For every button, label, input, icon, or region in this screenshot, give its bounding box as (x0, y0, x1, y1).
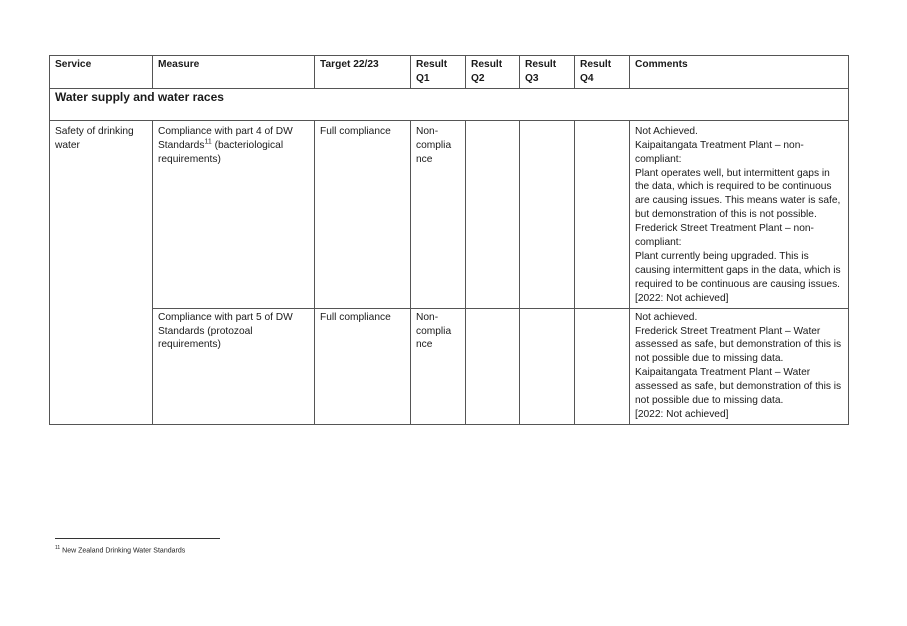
footnote-text: New Zealand Drinking Water Standards (60, 547, 186, 555)
header-result-q4: Result Q4 (575, 56, 630, 89)
header-result-q3: Result Q3 (520, 56, 575, 89)
measure-cell: Compliance with part 5 of DW Standards (protozoal requirements) (153, 308, 315, 424)
section-title: Water supply and water races (50, 88, 849, 120)
comments-cell: Not achieved. Frederick Street Treatment Plant – Water assessed as safe, but demonstration of this is not possible due to missing data. Kaipaitangata Treatment Plant – Water assessed as safe, but demonstration of this is not possible due to missing data. [2022: Not achieved] (630, 308, 849, 424)
section-row (50, 88, 849, 120)
header-result-q1: Result Q1 (411, 56, 466, 89)
footnote (55, 545, 185, 554)
footnote-number: 11 (55, 545, 61, 551)
result-q3-cell (520, 308, 575, 424)
header-target: Target 22/23 (315, 56, 411, 89)
result-q4-cell (575, 120, 630, 308)
header-measure: Measure (153, 56, 315, 89)
header-service: Service (50, 56, 153, 89)
target-cell: Full compliance (315, 308, 411, 424)
result-q2-cell (466, 308, 520, 424)
result-q4-cell (575, 308, 630, 424)
service-cell: Safety of drinking water (50, 120, 153, 424)
comments-cell: Not Achieved. Kaipaitangata Treatment Plant – non-compliant: Plant operates well, but intermittent gaps in the data, which is required to be continuous are causing issues. This means water is safe, but demonstration of this is not possible. Frederick Street Treatment Plant – non-compliant: Plant currently being upgraded. This is causing intermittent gaps in the data, which is required to be continuous are causing issues. [2022: Not achieved] (630, 120, 849, 308)
footnote-ref: 11 (204, 138, 212, 146)
result-q1-cell: Non- complia nce (411, 120, 466, 308)
header-comments: Comments (630, 56, 849, 89)
measure-cell: Compliance with part 4 of DW Standards$^{11}$ (bacteriological requirements) (153, 120, 315, 308)
performance-measures-table (49, 55, 849, 425)
result-q3-cell (520, 120, 575, 308)
target-cell: Full compliance (315, 120, 411, 308)
table-row (50, 120, 849, 308)
header-result-q2: Result Q2 (466, 56, 520, 89)
table-row (50, 308, 849, 424)
result-q1-cell: Non- complia nce (411, 308, 466, 424)
result-q2-cell (466, 120, 520, 308)
header-row (50, 56, 849, 89)
footnote-divider (55, 538, 220, 539)
